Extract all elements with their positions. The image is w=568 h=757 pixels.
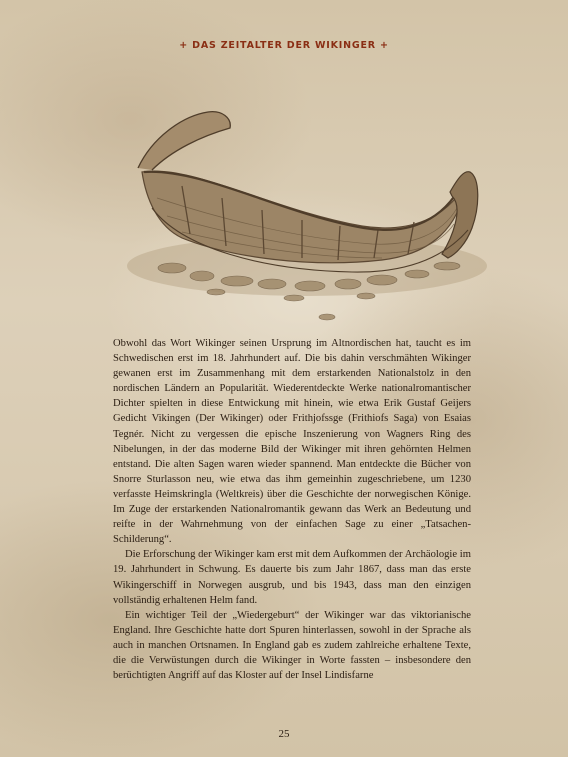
running-header: + DAS ZEITALTER DER WIKINGER + (179, 40, 389, 51)
paragraph: Ein wichtiger Teil der „Wiedergeburt“ der Wikinger war das viktorianische England. Ihre Geschichte hatte dort Spuren hinterlassen, sowohl in der Sprache als auch in manchen Ortsnamen. In England gab es zudem zahlreiche erhaltene Texte, die die Verwüstungen durch die Wikinger in Worte fassten – insbesondere den berüchtigten Angriff auf das Kloster auf der Insel Lindisfarne (113, 609, 471, 682)
paragraph: Obwohl das Wort Wikinger seinen Ursprung im Altnordischen hat, taucht es im Schwedischen erst im 18. Jahrhundert auf. Die bis dahin verschmähten Wikinger gewanen erst im Zusammenhang mit dem erstarkenden Nationalstolz in den nordischen Ländern an Popularität. Wiederentdeckte Werke nationalromantischer Dichter spielten in diese Entwickung mit hinein, wie etwa Erik Gustaf Geijers Gedicht Vikingen (Der Wikinger) oder Frithjofssge (Frithiofs Saga) von Esaias Tegnér. Nicht zu vergessen die epische Inszenierung von Wagners Ring des Nibelungen, in der das moderne Bild der Wikinger mit ihren gehörnten Helmen entstand. Die alten Sagen waren wieder spannend. Man entdeckte die Bücher von Snorre Sturlasson neu, wie etwa das ihm gemeinhin zugeschriebene, um 1230 verfasste Heimskringla (Weltkreis) über die Geschichte der norwegischen Könige. Im Zuge der erstarkenden Nationalromantik gewann das Werk an Bedeutung und reifte in der Wahrnehmung von der einfachen Sage zu einer „Tatsachen-Schilderung“. (113, 338, 471, 546)
wrecked-viking-boat-illustration (112, 98, 502, 330)
page-number: 25 (278, 728, 290, 740)
main-text (113, 336, 471, 683)
paragraph: Die Erforschung der Wikinger kam erst mit dem Aufkommen der Archäologie im 19. Jahrhundert in Schwung. Es dauerte bis zum Jahr 1867, dass man das erste Wikingerschiff in Norwegen ausgrub, und bis 1943, dass man den einzigen vollständig erhaltenen Helm fand. (113, 549, 471, 606)
